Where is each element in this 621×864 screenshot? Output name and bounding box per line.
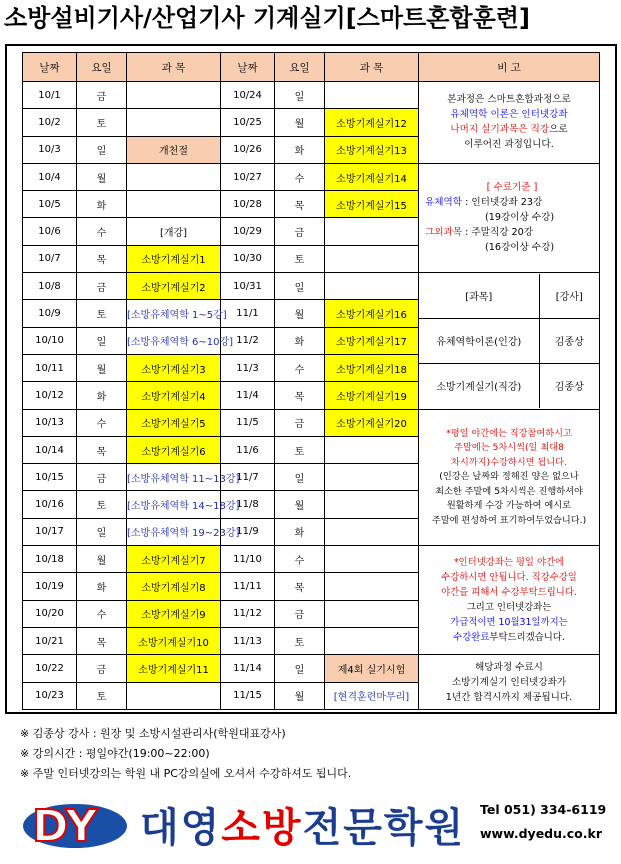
day-cell: 목: [275, 191, 325, 218]
table-row: [23, 546, 600, 573]
brand-footer: [20, 792, 610, 856]
subject-cell: [소방유체역학 19~23강]: [127, 518, 221, 545]
date-cell: 10/20: [23, 600, 77, 627]
subject-cell: 소방기계실기10: [127, 627, 221, 654]
day-cell: 일: [77, 327, 127, 354]
date-cell: 10/25: [221, 109, 275, 136]
date-cell: 10/28: [221, 191, 275, 218]
date-cell: 11/9: [221, 518, 275, 545]
date-cell: 10/23: [23, 682, 77, 709]
date-cell: 11/6: [221, 436, 275, 463]
subject-cell: [325, 518, 419, 545]
subject-cell: 소방기계실기19: [325, 382, 419, 409]
day-cell: 일: [275, 273, 325, 300]
subject-cell: 소방기계실기7: [127, 546, 221, 573]
footnote-weekend: ※ 주말 인터넷강의는 학원 내 PC강의실에 오셔서 수강하셔도 됩니다.: [20, 767, 352, 780]
day-cell: 금: [275, 600, 325, 627]
date-cell: 10/3: [23, 136, 77, 163]
table-row: [23, 409, 600, 436]
subject-cell: 소방기계실기1: [127, 245, 221, 272]
date-cell: 10/12: [23, 382, 77, 409]
day-cell: 금: [275, 218, 325, 245]
subject-cell: 소방기계실기12: [325, 109, 419, 136]
subject-cell: 제4회 실기시험: [325, 655, 419, 682]
day-cell: 금: [77, 273, 127, 300]
date-cell: 10/1: [23, 82, 77, 109]
subject-cell: [개강]: [127, 218, 221, 245]
intro-note: 본과정은 스마트혼합과정으로 유체역학 이론은 인터넷강좌 나머지 실기과목은 직강으로 이루어진 과정입니다.: [447, 94, 571, 151]
subject-cell: 소방기계실기11: [127, 655, 221, 682]
date-cell: 10/15: [23, 464, 77, 491]
day-cell: 수: [275, 354, 325, 381]
day-cell: 월: [77, 163, 127, 190]
subject-cell: [127, 682, 221, 709]
day-cell: 수: [77, 218, 127, 245]
subject-cell: [325, 82, 419, 109]
table-row: [23, 82, 600, 109]
subject-cell: [127, 82, 221, 109]
footnote-time: ※ 강의시간 : 평일야간(19:00~22:00): [20, 747, 210, 760]
header-note: 비 고: [419, 53, 600, 82]
subject-cell: [소방유체역학 11~13강]: [127, 464, 221, 491]
day-cell: 월: [275, 109, 325, 136]
day-cell: 토: [77, 109, 127, 136]
phone-number: Tel 051) 334-6119: [480, 802, 607, 817]
day-cell: 월: [77, 546, 127, 573]
note-cell: [419, 163, 600, 272]
date-cell: 11/5: [221, 409, 275, 436]
date-cell: 10/5: [23, 191, 77, 218]
subject-cell: [현격훈련마무리]: [325, 682, 419, 709]
date-cell: 10/14: [23, 436, 77, 463]
schedule-table: [22, 52, 600, 710]
day-cell: 일: [275, 82, 325, 109]
note-cell: [419, 82, 600, 164]
date-cell: 10/2: [23, 109, 77, 136]
subject-cell: 소방기계실기13: [325, 136, 419, 163]
subject-cell: [325, 546, 419, 573]
day-cell: 수: [275, 546, 325, 573]
date-cell: 10/11: [23, 354, 77, 381]
day-cell: 화: [275, 327, 325, 354]
subject-cell: [127, 109, 221, 136]
subject-cell: 소방기계실기15: [325, 191, 419, 218]
subject-cell: 소방기계실기18: [325, 354, 419, 381]
date-cell: 10/7: [23, 245, 77, 272]
header-day: 요일: [77, 53, 127, 82]
day-cell: 수: [77, 600, 127, 627]
subject-cell: 소방기계실기6: [127, 436, 221, 463]
date-cell: 10/17: [23, 518, 77, 545]
day-cell: 목: [77, 627, 127, 654]
completion-note: 해당과정 수료시 소방기계실기 인터넷강좌가 1년간 합격시까지 제공됩니다.: [445, 661, 573, 703]
footnote-teacher: ※ 김종상 강사 : 원장 및 소방시설관리사(학원대표강사): [20, 727, 286, 740]
day-cell: 일: [275, 655, 325, 682]
day-cell: 목: [275, 382, 325, 409]
subject-cell: [소방유체역학 14~18강]: [127, 491, 221, 518]
table-row: [23, 655, 600, 682]
subject-cell: [325, 218, 419, 245]
subject-cell: 소방기계실기8: [127, 573, 221, 600]
day-cell: 일: [275, 464, 325, 491]
day-cell: 토: [77, 491, 127, 518]
table-header-row: [23, 53, 600, 82]
subject-cell: [127, 191, 221, 218]
footnotes: [20, 724, 351, 784]
academy-name: [140, 796, 465, 853]
date-cell: 11/10: [221, 546, 275, 573]
note-cell: [419, 546, 600, 655]
header-subject: 과 목: [127, 53, 221, 82]
day-cell: 화: [77, 573, 127, 600]
date-cell: 10/29: [221, 218, 275, 245]
date-cell: 11/11: [221, 573, 275, 600]
date-cell: 11/2: [221, 327, 275, 354]
subject-cell: [소방유체역학 6~10강]: [127, 327, 221, 354]
website-link[interactable]: www.dyedu.co.kr: [480, 826, 602, 841]
day-cell: 토: [275, 436, 325, 463]
date-cell: 10/6: [23, 218, 77, 245]
subject-cell: 소방기계실기14: [325, 163, 419, 190]
day-cell: 토: [275, 627, 325, 654]
subject-cell: [325, 627, 419, 654]
dy-logo: [20, 796, 130, 852]
online-warning: *인터넷강좌는 평일 야간에 수강하시면 안됩니다. 직강수강일 야간을 피해서 수강부탁드립니다. 그리고 인터넷강좌는 가급적이면 10월31일까지는 수강완료부탁드리겠습니다.: [441, 557, 577, 644]
day-cell: 목: [275, 573, 325, 600]
day-cell: 수: [77, 409, 127, 436]
day-cell: 금: [77, 82, 127, 109]
date-cell: 10/30: [221, 245, 275, 272]
date-cell: 10/8: [23, 273, 77, 300]
date-cell: 11/15: [221, 682, 275, 709]
date-cell: 10/22: [23, 655, 77, 682]
subject-cell: [325, 600, 419, 627]
day-cell: 토: [77, 300, 127, 327]
date-cell: 10/31: [221, 273, 275, 300]
day-cell: 일: [77, 518, 127, 545]
subject-cell: [325, 573, 419, 600]
subject-cell: 소방기계실기9: [127, 600, 221, 627]
day-cell: 화: [77, 191, 127, 218]
page-title: 소방설비기사/산업기사 기계실기[스마트혼합훈련]: [4, 4, 530, 32]
date-cell: 10/19: [23, 573, 77, 600]
name-part-a: 대영: [140, 805, 222, 851]
header-day: 요일: [275, 53, 325, 82]
subject-cell: 소방기계실기16: [325, 300, 419, 327]
subject-cell: [325, 464, 419, 491]
contact-info: [480, 798, 606, 846]
day-cell: 금: [275, 409, 325, 436]
date-cell: 10/24: [221, 82, 275, 109]
date-cell: 10/16: [23, 491, 77, 518]
note-cell: [419, 273, 600, 409]
day-cell: 금: [77, 464, 127, 491]
table-row: [23, 273, 600, 300]
day-cell: 화: [77, 382, 127, 409]
note-cell: [419, 409, 600, 545]
header-date: 날짜: [221, 53, 275, 82]
subject-cell: 개천절: [127, 136, 221, 163]
logo-letters: DY: [32, 801, 98, 852]
day-cell: 화: [275, 518, 325, 545]
subject-cell: 소방기계실기5: [127, 409, 221, 436]
day-cell: 월: [275, 682, 325, 709]
subject-cell: [325, 273, 419, 300]
day-cell: 월: [77, 354, 127, 381]
day-cell: 월: [275, 491, 325, 518]
day-cell: 월: [275, 300, 325, 327]
date-cell: 11/1: [221, 300, 275, 327]
date-cell: 11/7: [221, 464, 275, 491]
subject-cell: 소방기계실기20: [325, 409, 419, 436]
date-cell: 11/13: [221, 627, 275, 654]
table-row: [23, 163, 600, 190]
day-cell: 목: [77, 245, 127, 272]
date-cell: 11/4: [221, 382, 275, 409]
subject-cell: [325, 245, 419, 272]
schedule-warning: *평일 야간에는 직강참여하시고 주말에는 5차시씩(일 최대8 차시까지)수강하시면 됩니다. (인강은 날짜와 정해진 양은 없으나 최소한 주말에 5차시씩은 진행하셔야 원활하게 수강 가능하여 예시로 주말에 편성하여 표기하여두었습니다.): [431, 427, 587, 526]
header-date: 날짜: [23, 53, 77, 82]
day-cell: 화: [275, 136, 325, 163]
day-cell: 토: [77, 682, 127, 709]
day-cell: 목: [77, 436, 127, 463]
day-cell: 수: [275, 163, 325, 190]
subject-cell: [소방유체역학 1~5강]: [127, 300, 221, 327]
criteria-note: [ 수료기준 ] 유체역학 : 인터넷강좌 23강 (19강이상 수강) 그외과목 : 주말직강 20강 (16강이상 수강): [425, 182, 555, 254]
day-cell: 금: [77, 655, 127, 682]
name-part-d: 학원: [383, 805, 466, 851]
subject-cell: [325, 436, 419, 463]
date-cell: 10/21: [23, 627, 77, 654]
subject-cell: 소방기계실기17: [325, 327, 419, 354]
name-part-c: 전문: [302, 805, 384, 851]
date-cell: 10/4: [23, 163, 77, 190]
subject-cell: 소방기계실기4: [127, 382, 221, 409]
date-cell: 11/14: [221, 655, 275, 682]
date-cell: 10/26: [221, 136, 275, 163]
header-subject: 과 목: [325, 53, 419, 82]
day-cell: 토: [275, 245, 325, 272]
teacher-table: [과목] [강사] 유체역학이론(인강) 김종상 소방기계실기(직강) 김종상: [419, 274, 599, 408]
subject-cell: [127, 163, 221, 190]
date-cell: 11/8: [221, 491, 275, 518]
date-cell: 10/27: [221, 163, 275, 190]
date-cell: 10/10: [23, 327, 77, 354]
date-cell: 11/3: [221, 354, 275, 381]
name-part-b: 소방: [221, 805, 303, 851]
subject-cell: [325, 491, 419, 518]
subject-cell: 소방기계실기2: [127, 273, 221, 300]
date-cell: 10/18: [23, 546, 77, 573]
note-cell: [419, 655, 600, 710]
date-cell: 10/9: [23, 300, 77, 327]
subject-cell: 소방기계실기3: [127, 354, 221, 381]
date-cell: 10/13: [23, 409, 77, 436]
day-cell: 일: [77, 136, 127, 163]
date-cell: 11/12: [221, 600, 275, 627]
